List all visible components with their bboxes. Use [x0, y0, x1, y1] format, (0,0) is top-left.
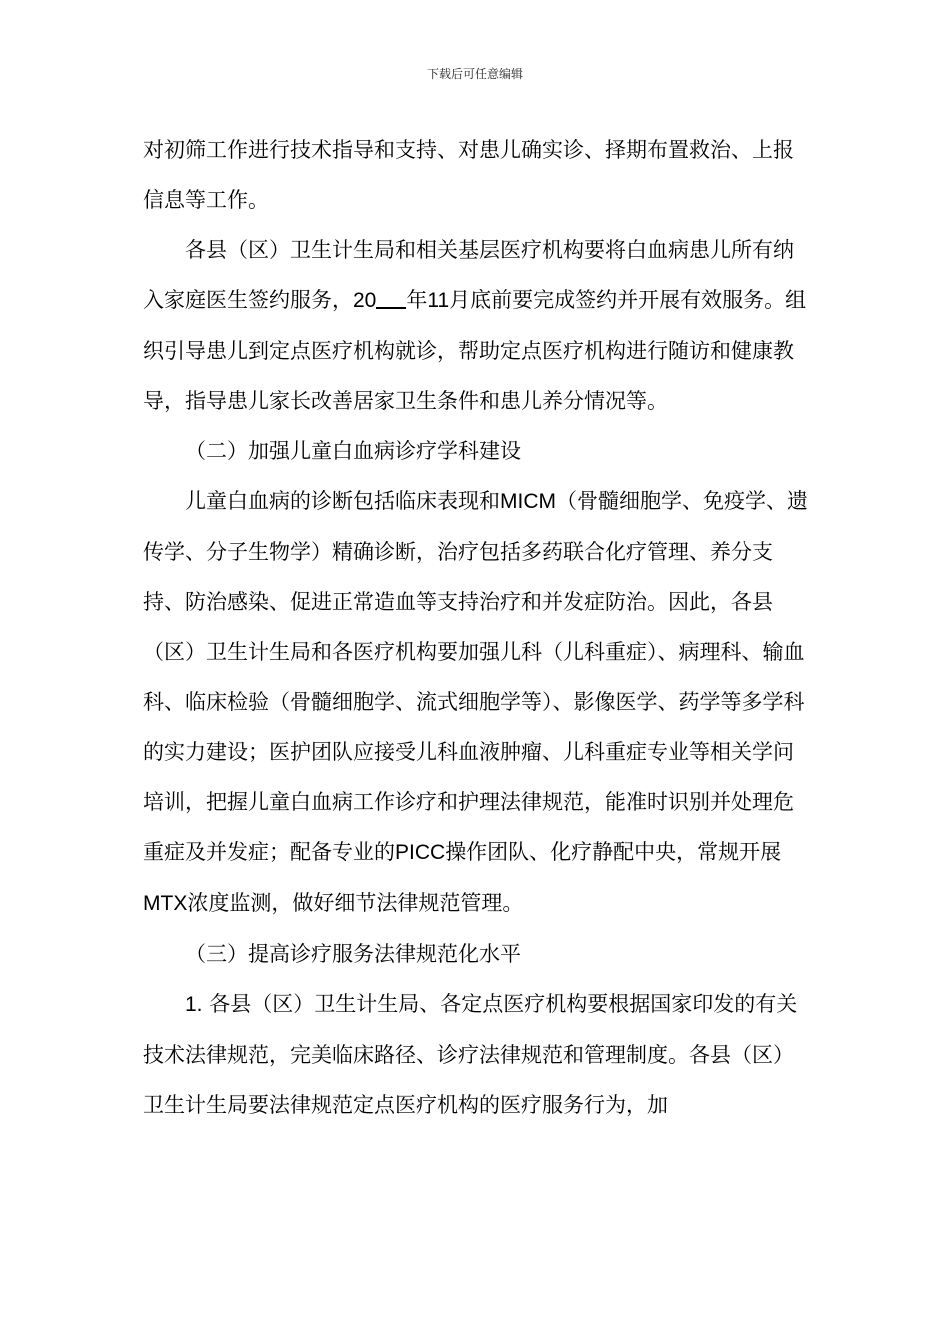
section-heading-3: （三）提高诊疗服务法律规范化水平 [185, 942, 521, 966]
paragraph-text: 年 [406, 288, 428, 312]
paragraph-text: （骨髓细胞学、免疫学、遗传学、分子生物学）精确诊断，治疗包括多药联合化疗管理、养分支持、防治感染、促进正常造血等支持治疗和并发症防治。因此，各县（区）卫生计生局和各医疗机构要加强儿科（儿科重症）、病理科、输血科、临床检验（骨髓细胞学、流式细胞学等）、影像医学、药学等多学科的实力建设；医护团队应接受儿科血液肿瘤、儿科重症专业等相关学问培训，把握儿童白血病工作诊疗和护理法律规范，能准时识别并处理危重症及并发症；配备专业的 [143, 489, 808, 864]
paragraph-text: 浓度监测，做好细节法律规范管理。 [187, 891, 524, 915]
paragraph-diagnosis [143, 476, 813, 929]
section-heading-2: （二）加强儿童白血病诊疗学科建设 [185, 439, 521, 463]
paragraph-family-doctor [143, 225, 813, 426]
term-picc: PICC [395, 841, 446, 864]
paragraph-text: 各县（区）卫生计生局和相关基层医疗机构要将白血病患儿所有纳入家庭医生签约服务， [143, 238, 794, 312]
term-mtx: MTX [143, 892, 188, 915]
paragraph-standardization [143, 979, 813, 1130]
paragraph-initial-screening: 对初筛工作进行技术指导和支持、对患儿确实诊、择期布置救治、上报信息等工作。 [143, 138, 794, 212]
paragraph-text: 儿童白血病的诊断包括临床表现和 [185, 489, 500, 513]
page-header: 下载后可任意编辑 [426, 67, 523, 81]
paragraph-text: 月底前要完成签约并开展有效服务。组织引导患儿到定点医疗机构就诊，帮助定点医疗机构进行随访和健康教导，指导患儿家长改善居家卫生条件和患儿养分情况等。 [143, 288, 807, 413]
year-blank [376, 286, 406, 309]
list-number: 1. [185, 993, 203, 1016]
month-number: 11 [427, 289, 450, 312]
year-prefix: 20 [353, 289, 377, 312]
document-body [143, 125, 813, 1130]
paragraph-text: 操作团队、化疗静配中央，常规开展 [445, 840, 782, 864]
term-micm: MICM [500, 490, 556, 513]
paragraph-text: 各县（区）卫生计生局、各定点医疗机构要根据国家印发的有关技术法律规范，完美临床路径、诊疗法律规范和管理制度。各县（区）卫生计生局要法律规范定点医疗机构的医疗服务行为，加 [143, 992, 798, 1117]
